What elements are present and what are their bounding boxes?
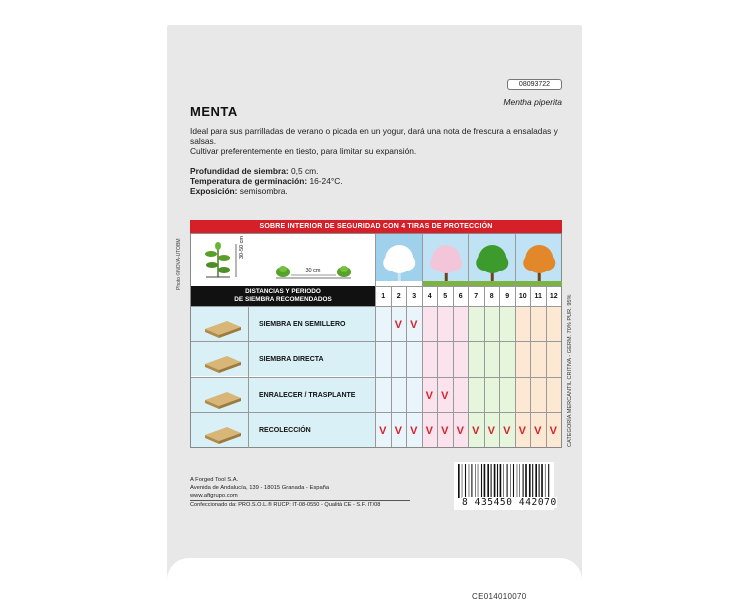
divider [190, 500, 410, 501]
barcode-icon [454, 462, 554, 500]
sowing-check-mark: V [518, 424, 526, 437]
sowing-check-mark: V [549, 424, 557, 437]
sowing-check-mark: V [503, 424, 511, 437]
month-number: 8 [484, 286, 500, 306]
calendar-row [191, 377, 375, 412]
manufacturer-info [190, 476, 329, 500]
month-number: 3 [406, 286, 422, 306]
sowing-check-mark: V [534, 424, 542, 437]
description-line-2: Cultivar preferentemente en tiesto, para limitar su expansión. [190, 146, 417, 156]
month-number: 6 [453, 286, 469, 306]
seedling-icon [191, 378, 249, 413]
barcode-number: 8 435450 442070 [462, 497, 557, 508]
season-illustration [468, 234, 515, 286]
spec-depth [190, 166, 490, 176]
bottom-code: CE014010070 [472, 592, 527, 600]
season-illustration [375, 234, 422, 286]
calendar-row [191, 412, 375, 447]
spec-temperature [190, 176, 490, 186]
sowing-check-mark: V [379, 424, 387, 437]
calendar-row [191, 341, 375, 376]
sowing-check-mark: V [456, 424, 464, 437]
distances-header [191, 286, 375, 306]
row-divider [375, 306, 561, 307]
month-number: 10 [515, 286, 531, 306]
sowing-check-mark: V [425, 389, 433, 402]
maker-address: Avenida de Andalucía, 139 - 18015 Granada - España [190, 485, 330, 491]
month-number: 2 [391, 286, 407, 306]
month-number: 11 [530, 286, 546, 306]
product-description [190, 126, 568, 156]
winter-tree-icon [376, 234, 423, 286]
month-number: 12 [546, 286, 562, 306]
month-number: 5 [437, 286, 453, 306]
autumn-tree-icon [516, 234, 563, 286]
month-number: 9 [499, 286, 515, 306]
harvest-basket-icon [191, 413, 249, 448]
sowing-check-mark: V [394, 319, 402, 331]
plant-spacing-icon [191, 234, 375, 286]
row-label-text: SIEMBRA EN SEMILLERO [259, 321, 346, 328]
sowing-check-mark: V [487, 424, 495, 437]
packaging-info: Confeccionado da: PRO.S.O.L.® RUCP: IT-08-0550 - Qualità CE - S.F. IT/08 [190, 502, 381, 508]
sowing-check-mark: V [441, 424, 449, 437]
spring-tree-icon [423, 234, 470, 286]
plant-spacing-illustration [191, 234, 375, 286]
row-label-text: RECOLECCIÓN [259, 426, 311, 434]
row-divider [375, 341, 561, 342]
height-label: 30-50 cm [239, 236, 245, 259]
maker-web: www.aftgrupo.com [190, 493, 238, 499]
spec-label: Exposición: [190, 186, 238, 196]
reference-code: 08093722 [507, 79, 562, 90]
product-title: MENTA [190, 104, 238, 119]
seed-tray-icon [191, 307, 249, 342]
description-line: Ideal para sus parrilladas de verano o picada en un yogur, dará una nota de frescura a ensaladas y salsas. [190, 126, 558, 146]
photo-credit: Photo ©NOVA-UTOBM [176, 238, 182, 290]
maker-name: A Forged Tool S.A. [190, 477, 239, 483]
sowing-check-mark: V [410, 424, 418, 437]
quality-info: CATEGORÍA MERCANTIL CRITIVA - GERM. 70% PUR. 95% [567, 294, 573, 447]
sowing-check-mark: V [472, 424, 480, 437]
spec-value: 16-24°C. [309, 176, 343, 186]
spec-label: Profundidad de siembra: [190, 166, 289, 176]
sowing-check-mark: V [425, 424, 433, 437]
season-illustration [422, 234, 469, 286]
month-number: 1 [375, 286, 391, 306]
spacing-label: 30 cm [305, 268, 321, 274]
header-line-2: DE SIEMBRA RECOMENDADOS [234, 296, 332, 303]
security-banner: SOBRE INTERIOR DE SEGURIDAD CON 4 TIRAS DE PROTECCIÓN [190, 220, 562, 233]
spec-value: semisombra. [239, 186, 288, 196]
spec-label: Temperatura de germinación: [190, 176, 308, 186]
month-number: 7 [468, 286, 484, 306]
row-divider [375, 412, 561, 413]
row-label-text: ENRALECER / TRASPLANTE [259, 391, 356, 399]
summer-tree-icon [469, 234, 516, 286]
sowing-calendar [190, 233, 562, 448]
sowing-check-mark: V [394, 424, 402, 437]
sowing-check-mark: V [410, 319, 418, 331]
sowing-specs [190, 166, 490, 196]
month-number: 4 [422, 286, 438, 306]
sowing-check-mark: V [441, 389, 449, 402]
row-label-text: SIEMBRA DIRECTA [259, 356, 324, 364]
row-divider [375, 377, 561, 378]
spec-value: 0,5 cm. [290, 166, 319, 176]
spec-exposure [190, 186, 490, 196]
seed-packet-icon [191, 342, 249, 377]
season-illustration [515, 234, 562, 286]
scientific-name: Mentha piperita [503, 97, 562, 107]
calendar-row [191, 306, 375, 341]
header-line-1: DISTANCIAS Y PERIODO [245, 288, 321, 295]
